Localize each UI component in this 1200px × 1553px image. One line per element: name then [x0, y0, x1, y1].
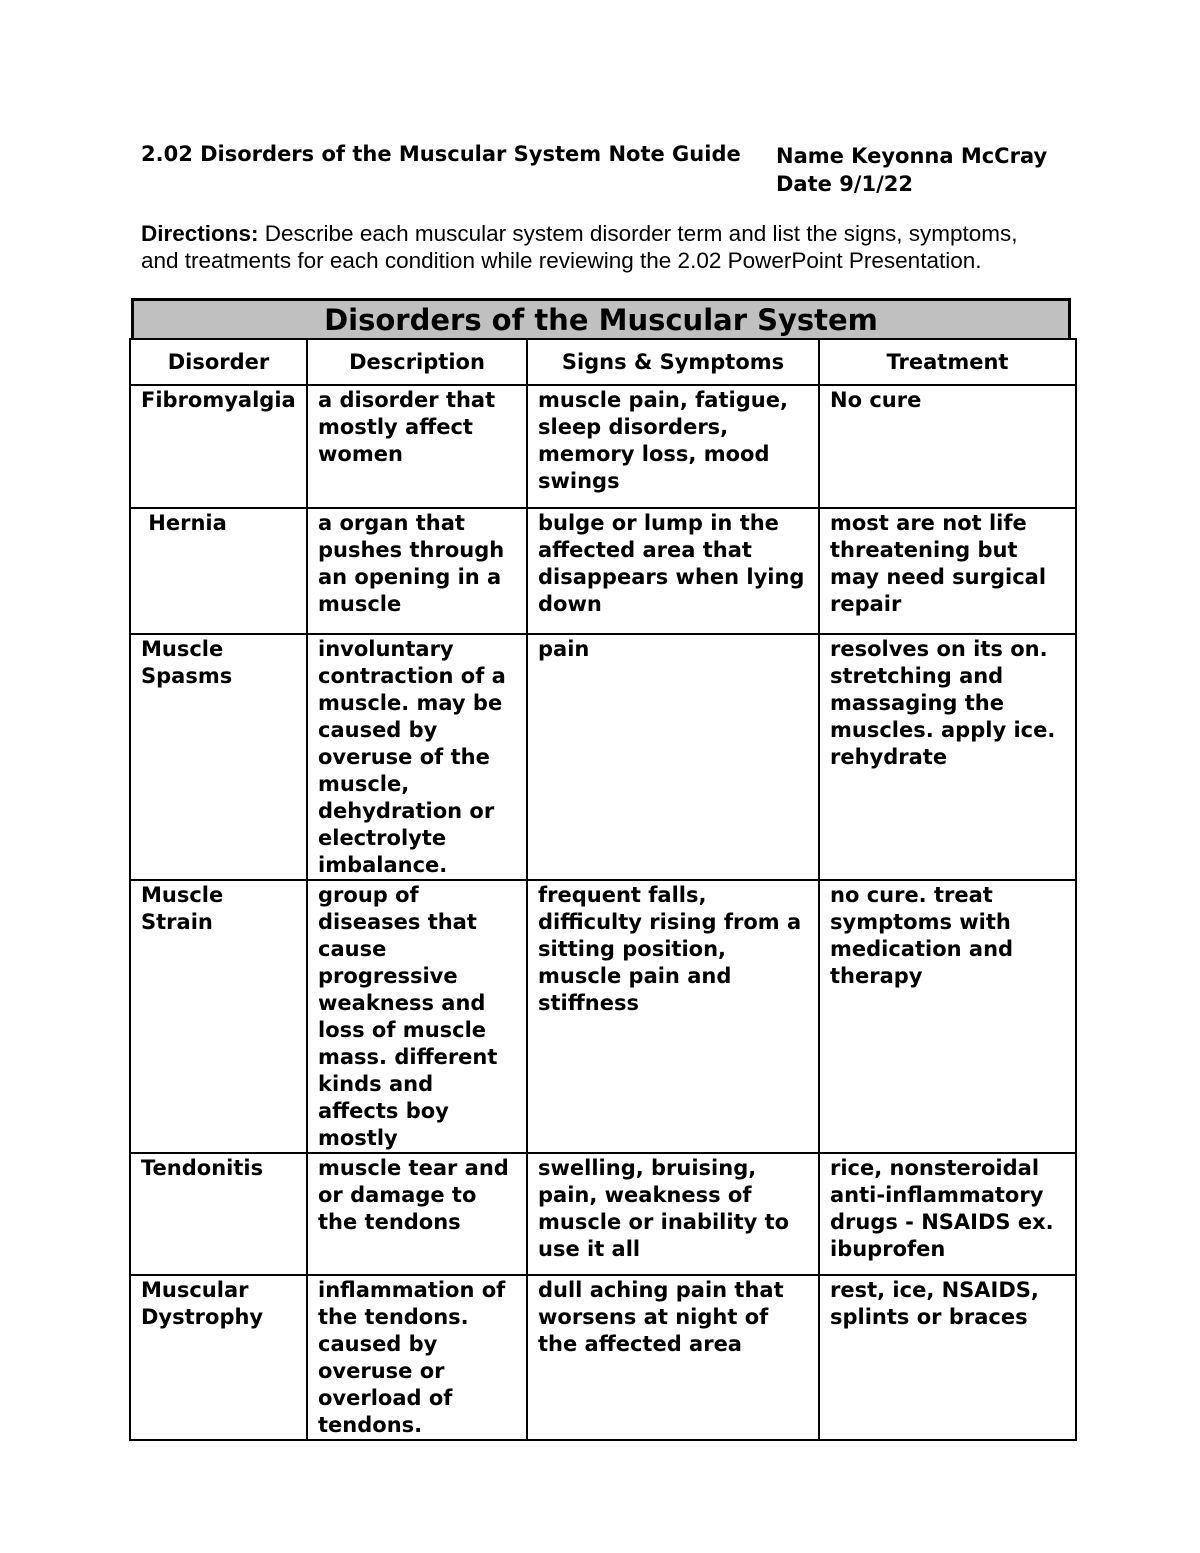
- disorder-cell: Muscular Dystrophy: [130, 1275, 307, 1440]
- column-header-disorder: Disorder: [130, 339, 307, 385]
- signs-cell: frequent falls, difficulty rising from a sitting position, muscle pain and stiffness: [527, 880, 819, 1153]
- treatment-cell: No cure: [819, 385, 1076, 508]
- table-row: [130, 385, 1076, 508]
- disorders-table: [129, 338, 1077, 1441]
- signs-cell: swelling, bruising, pain, weakness of muscle or inability to use it all: [527, 1153, 819, 1275]
- student-name: Name Keyonna McCray: [776, 144, 1048, 168]
- disorder-cell: Tendonitis: [130, 1153, 307, 1275]
- directions-label: Directions:: [141, 221, 259, 246]
- column-header-treatment: Treatment: [819, 339, 1076, 385]
- table-row: [130, 1275, 1076, 1440]
- disorder-cell: Muscle Spasms: [130, 634, 307, 880]
- page-title: 2.02 Disorders of the Muscular System Note Guide: [141, 142, 741, 166]
- table-title: Disorders of the Muscular System: [131, 298, 1071, 338]
- table-row: [130, 634, 1076, 880]
- treatment-cell: most are not life threatening but may need surgical repair: [819, 508, 1076, 634]
- disorder-cell: Fibromyalgia: [130, 385, 307, 508]
- column-header-description: Description: [307, 339, 527, 385]
- treatment-cell: resolves on its on. stretching and massaging the muscles. apply ice. rehydrate: [819, 634, 1076, 880]
- directions-line2: and treatments for each condition while reviewing the 2.02 PowerPoint Presentation.: [141, 248, 982, 273]
- directions: [141, 220, 1101, 274]
- signs-cell: dull aching pain that worsens at night of the affected area: [527, 1275, 819, 1440]
- description-cell: a disorder that mostly affect women: [307, 385, 527, 508]
- table-row: [130, 508, 1076, 634]
- column-header-signs: Signs & Symptoms: [527, 339, 819, 385]
- description-cell: a organ that pushes through an opening in a muscle: [307, 508, 527, 634]
- signs-cell: bulge or lump in the affected area that disappears when lying down: [527, 508, 819, 634]
- treatment-cell: rice, nonsteroidal anti-inflammatory drugs - NSAIDS ex. ibuprofen: [819, 1153, 1076, 1275]
- description-cell: involuntary contraction of a muscle. may be caused by overuse of the muscle, dehydration or electrolyte imbalance.: [307, 634, 527, 880]
- assignment-date: Date 9/1/22: [776, 172, 913, 196]
- disorder-cell: Muscle Strain: [130, 880, 307, 1153]
- signs-cell: muscle pain, fatigue, sleep disorders, memory loss, mood swings: [527, 385, 819, 508]
- directions-line1: Describe each muscular system disorder term and list the signs, symptoms,: [258, 221, 1018, 246]
- disorder-cell: Hernia: [130, 508, 307, 634]
- description-cell: muscle tear and or damage to the tendons: [307, 1153, 527, 1275]
- treatment-cell: no cure. treat symptoms with medication and therapy: [819, 880, 1076, 1153]
- student-info: [776, 142, 1047, 198]
- table-header-row: [130, 339, 1076, 385]
- description-cell: inflammation of the tendons. caused by overuse or overload of tendons.: [307, 1275, 527, 1440]
- table-row: [130, 880, 1076, 1153]
- description-cell: group of diseases that cause progressive weakness and loss of muscle mass. different kinds and affects boy mostly: [307, 880, 527, 1153]
- signs-cell: pain: [527, 634, 819, 880]
- table-row: [130, 1153, 1076, 1275]
- treatment-cell: rest, ice, NSAIDS, splints or braces: [819, 1275, 1076, 1440]
